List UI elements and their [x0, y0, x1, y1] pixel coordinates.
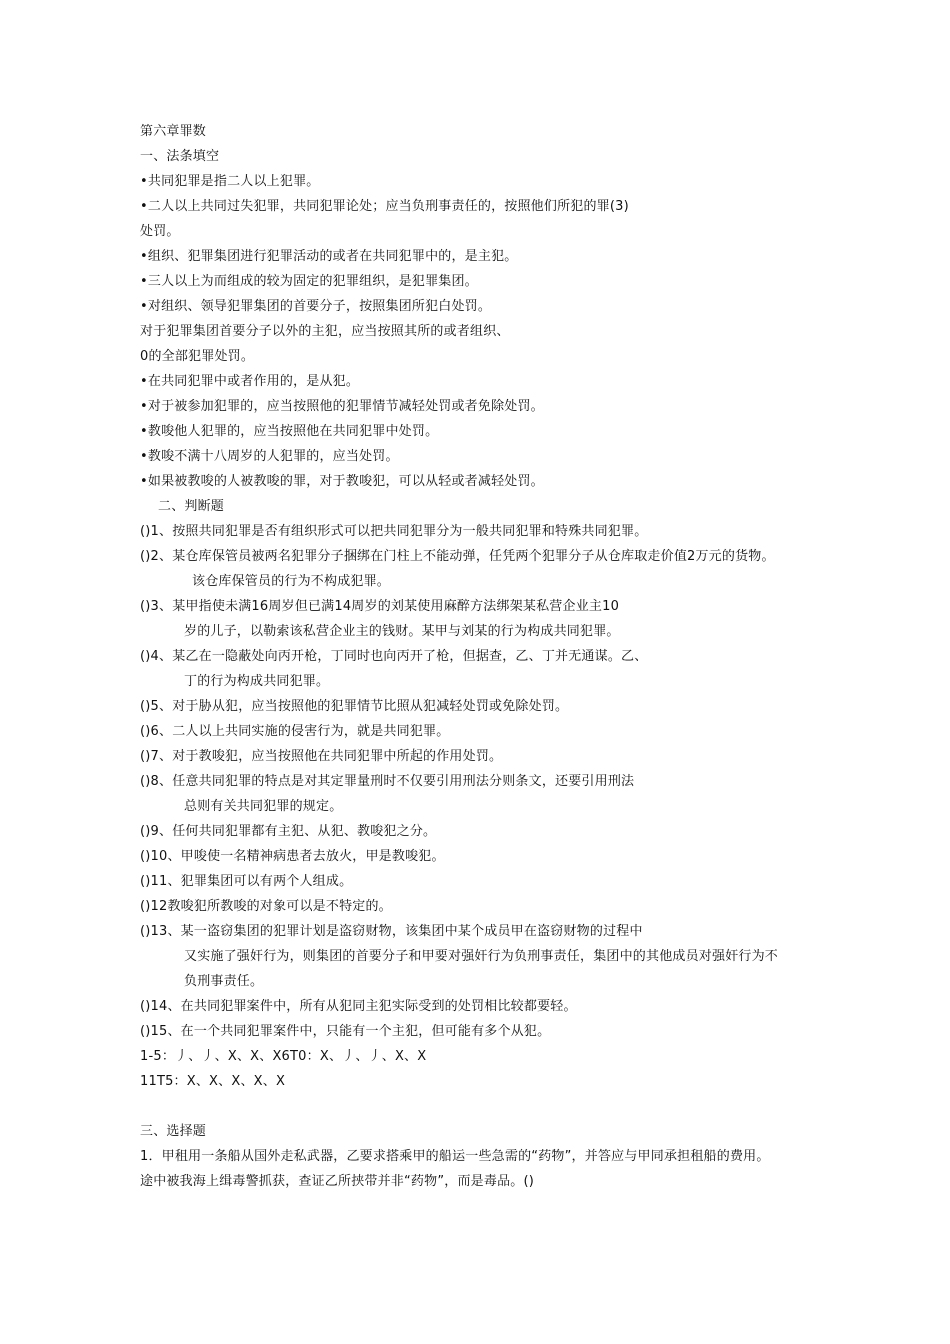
- text-line: 0的全部犯罪处罚。: [140, 349, 255, 364]
- question-line: 丁的行为构成共同犯罪。: [184, 674, 330, 689]
- text-line: •组织、犯罪集团进行犯罪活动的或者在共同犯罪中的，是主犯。: [140, 249, 518, 264]
- answer-key-line: 11T5：X、X、X、X、X: [140, 1074, 286, 1089]
- text-line: •共同犯罪是指二人以上犯罪。: [140, 174, 320, 189]
- section-heading-true-false: 二、判断题: [158, 499, 225, 514]
- section-heading-multiple-choice: 三、选择题: [140, 1124, 207, 1139]
- question-line: 1．甲租用一条船从国外走私武器，乙要求搭乘甲的船运一些急需的“药物”，并答应与甲同承担租船的费用。: [140, 1149, 770, 1164]
- question-line: ()6、二人以上共同实施的侵害行为，就是共同犯罪。: [140, 724, 450, 739]
- question-line: ()10、甲唆使一名精神病患者去放火，甲是教唆犯。: [140, 849, 445, 864]
- question-line: ()9、任何共同犯罪都有主犯、从犯、教唆犯之分。: [140, 824, 437, 839]
- question-line: ()2、某仓库保管员被两名犯罪分子捆绑在门柱上不能动弹，任凭两个犯罪分子从仓库取走价值2万元的货物。: [140, 549, 775, 564]
- question-line: 又实施了强奸行为，则集团的首要分子和甲要对强奸行为负刑事责任，集团中的其他成员对强奸行为不: [184, 949, 779, 964]
- question-line: ()11、犯罪集团可以有两个人组成。: [140, 874, 353, 889]
- question-line: ()15、在一个共同犯罪案件中，只能有一个主犯，但可能有多个从犯。: [140, 1024, 551, 1039]
- question-line: 岁的儿子，以勒索该私营企业主的钱财。某甲与刘某的行为构成共同犯罪。: [184, 624, 620, 639]
- question-line: ()7、对于教唆犯，应当按照他在共同犯罪中所起的作用处罚。: [140, 749, 503, 764]
- question-line: 该仓库保管员的行为不构成犯罪。: [192, 574, 391, 589]
- question-line: ()5、对于胁从犯，应当按照他的犯罪情节比照从犯减轻处罚或免除处罚。: [140, 699, 569, 714]
- question-line: ()13、某一盗窃集团的犯罪计划是盗窃财物，该集团中某个成员甲在盗窃财物的过程中: [140, 924, 643, 939]
- text-line: •教唆他人犯罪的，应当按照他在共同犯罪中处罚。: [140, 424, 439, 439]
- section-heading-fill-in: 一、法条填空: [140, 149, 220, 164]
- question-line: 总则有关共同犯罪的规定。: [184, 799, 343, 814]
- text-line: •二人以上共同过失犯罪，共同犯罪论处；应当负刑事责任的，按照他们所犯的罪(3): [140, 199, 629, 214]
- question-line: 负刑事责任。: [184, 974, 264, 989]
- question-line: 途中被我海上缉毒警抓获，查证乙所挟带并非“药物”，而是毒品。(): [140, 1174, 535, 1189]
- text-line: •三人以上为而组成的较为固定的犯罪组织，是犯罪集团。: [140, 274, 478, 289]
- text-line: •如果被教唆的人被教唆的罪，对于教唆犯，可以从轻或者减轻处罚。: [140, 474, 544, 489]
- question-line: ()14、在共同犯罪案件中，所有从犯同主犯实际受到的处罚相比较都要轻。: [140, 999, 577, 1014]
- question-line: ()12教唆犯所教唆的对象可以是不特定的。: [140, 899, 392, 914]
- text-line: 对于犯罪集团首要分子以外的主犯，应当按照其所的或者组织、: [140, 324, 510, 339]
- answer-key-line: 1-5：丿、丿、X、X、X6T0：X、丿、丿、X、X: [140, 1049, 427, 1064]
- text-line: •教唆不满十八周岁的人犯罪的，应当处罚。: [140, 449, 399, 464]
- question-line: ()8、任意共同犯罪的特点是对其定罪量刑时不仅要引用刑法分则条文，还要引用刑法: [140, 774, 635, 789]
- question-line: ()3、某甲指使未满16周岁但已满14周岁的刘某使用麻醉方法绑架某私营企业主10: [140, 599, 620, 614]
- chapter-title: 第六章罪数: [140, 124, 207, 139]
- question-line: ()4、某乙在一隐蔽处向丙开枪，丁同时也向丙开了枪，但据查，乙、丁并无通谋。乙、: [140, 649, 648, 664]
- text-line: •对于被参加犯罪的，应当按照他的犯罪情节减轻处罚或者免除处罚。: [140, 399, 544, 414]
- text-line: •对组织、领导犯罪集团的首要分子，按照集团所犯白处罚。: [140, 299, 492, 314]
- text-line: •在共同犯罪中或者作用的，是从犯。: [140, 374, 360, 389]
- question-line: ()1、按照共同犯罪是否有组织形式可以把共同犯罪分为一般共同犯罪和特殊共同犯罪。: [140, 524, 648, 539]
- text-line: 处罚。: [140, 224, 180, 239]
